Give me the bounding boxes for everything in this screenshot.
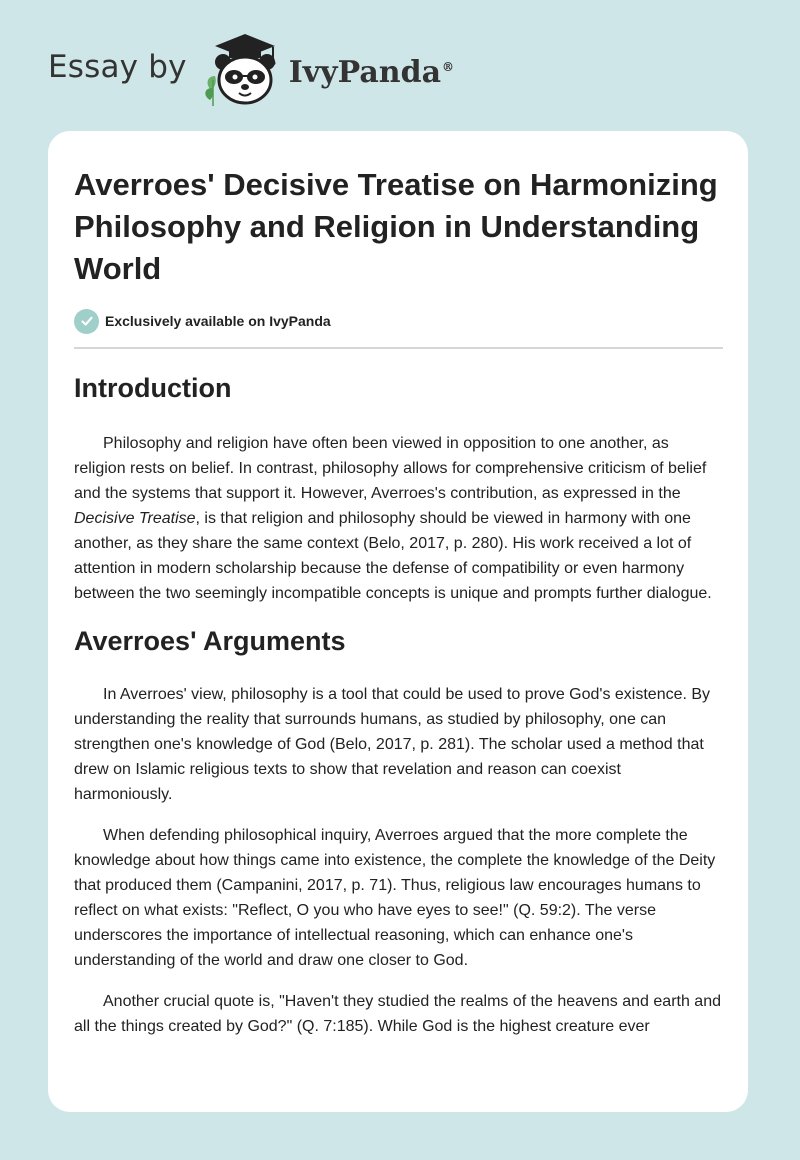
section-heading-arguments: Averroes' Arguments [74,626,346,656]
brand-prefix: Essay by [48,49,187,85]
paragraph-arguments-2: When defending philosophical inquiry, Averroes argued that the more complete the knowledge about how things came into existence, the complete the knowledge of the Deity that produced them (Campanini, 2017, p. 71). Thus, religious law encourages humans to reflect on what exists: "Reflect, O you who have eyes to see!" (Q. 59:2). The verse underscores the importance of intellectual reasoning, which can enhance one's understanding of the world and draw one closer to God. [74,827,716,969]
panda-graduate-logo-icon [201,30,285,110]
paragraph-arguments-3: Another crucial quote is, "Haven't they studied the realms of the heavens and earth and all the things created by God?" (Q. 7:185). While God is the highest creature ever [74,993,721,1035]
paragraph-introduction: Philosophy and religion have often been viewed in opposition to one another, as religion rests on belief. In contrast, philosophy allows for comprehensive criticism of belief and the systems that support it. However, Averroes's contribution, as expressed in the Decisive Treatise, is that religion and philosophy should be viewed in harmony with one another, as they share the same context (Belo, 2017, p. 280). His work received a lot of attention in modern scholarship because the defense of compatibility or even harmony between the two seemingly incompatible concepts is unique and prompts further dialogue. [74,435,712,602]
section-heading-introduction: Introduction [74,373,232,403]
exclusive-badge-text: Exclusively available on IvyPanda [105,313,331,329]
exclusive-badge [74,308,723,334]
check-circle-icon [74,309,99,334]
brand-name: IvyPanda® [288,54,455,90]
treatise-title-emphasis: Decisive Treatise [74,510,196,527]
essay-title: Averroes' Decisive Treatise on Harmonizing Philosophy and Religion in Understanding World [74,167,718,286]
title-divider [74,347,723,349]
brand-header [48,30,454,110]
essay-card [48,131,748,1112]
paragraph-arguments-1: In Averroes' view, philosophy is a tool that could be used to prove God's existence. By understanding the reality that surrounds humans, as studied by philosophy, one can strengthen one's knowledge of God (Belo, 2017, p. 281). The scholar used a method that drew on Islamic religious texts to show that revelation and reason can coexist harmoniously. [74,686,711,803]
